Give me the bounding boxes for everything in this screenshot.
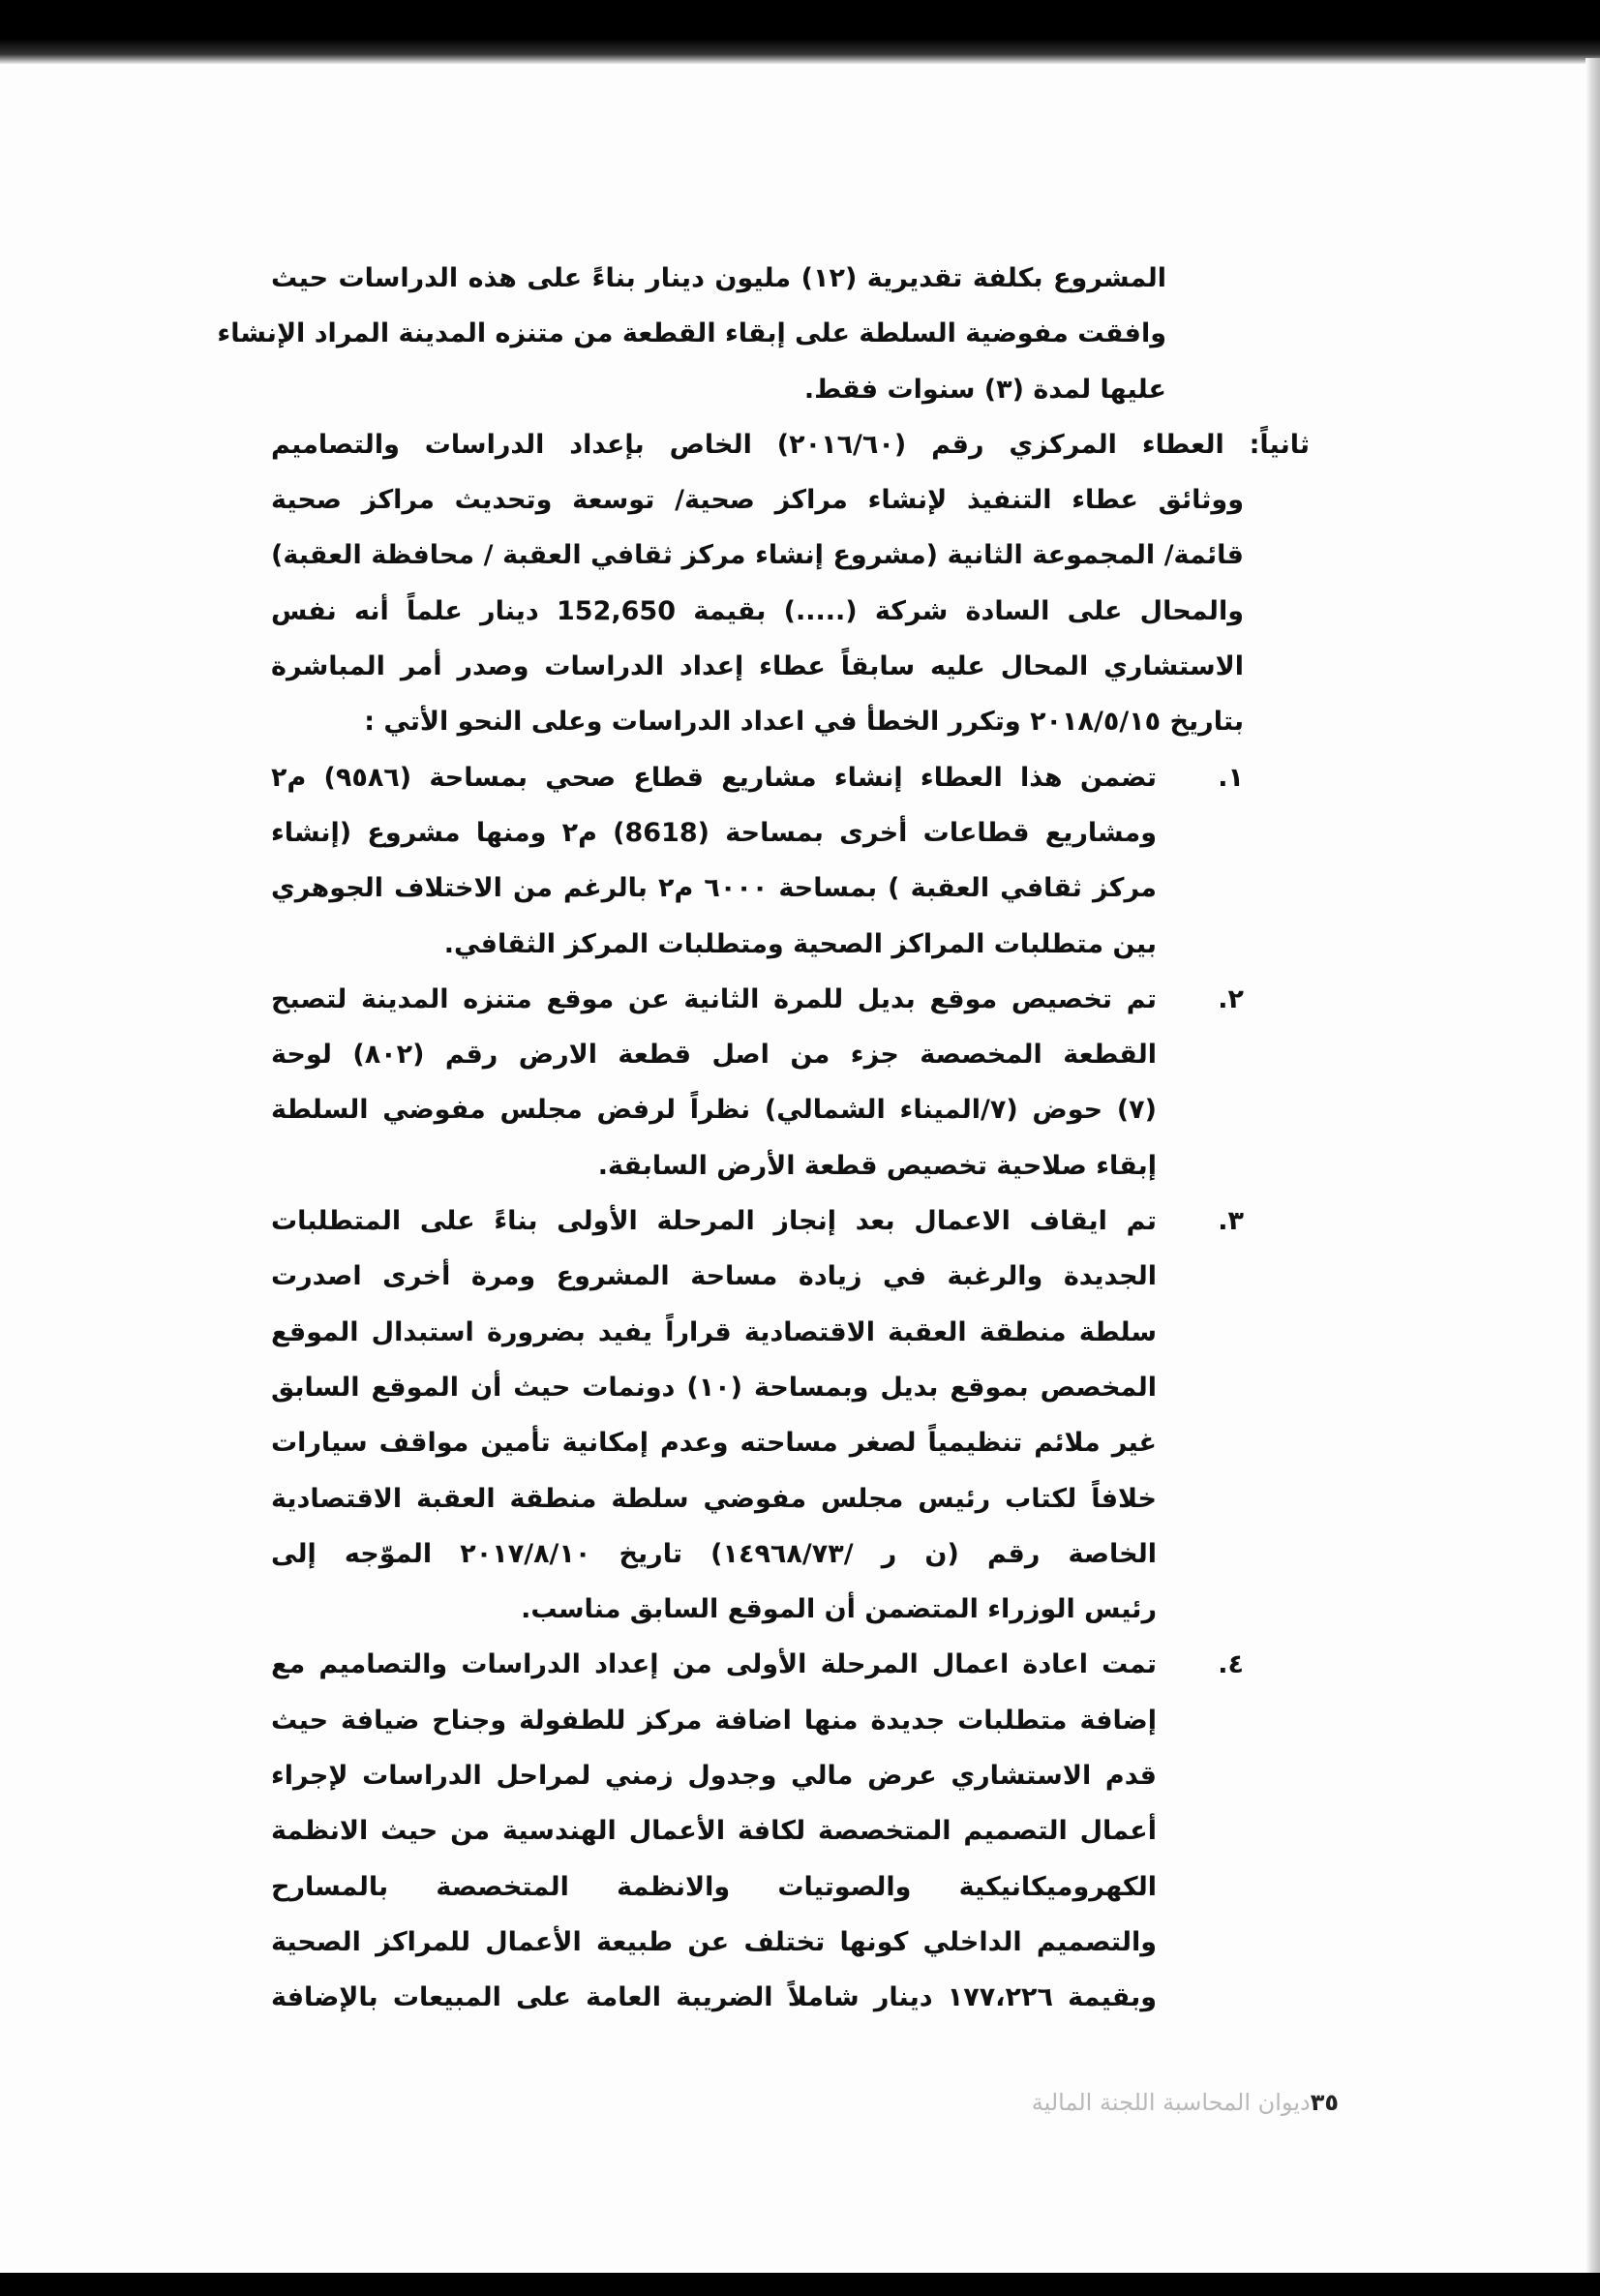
text-line: القطعة المخصصة جزء من اصل قطعة الارض رقم (٨٠٢) لوحة bbox=[271, 1040, 1157, 1071]
list-number: ٣. bbox=[1218, 1206, 1244, 1237]
text-line: (٧) حوض (٧/الميناء الشمالي) نظراً لرفض مجلس مفوضي السلطة bbox=[271, 1095, 1157, 1126]
text-line: عليها لمدة (٣) سنوات فقط. bbox=[803, 374, 1166, 405]
text-line: الاستشاري المحال عليه سابقاً عطاء إعداد الدراسات وصدر أمر المباشرة bbox=[271, 651, 1244, 682]
page-number: ٣٥ bbox=[1310, 2089, 1339, 2116]
text-line: وافقت مفوضية السلطة على إبقاء القطعة من متنزه المدينة المراد الإنشاء bbox=[217, 318, 1166, 349]
text-line: ووثائق عطاء التنفيذ لإنشاء مراكز صحية/ توسعة وتحديث مراكز صحية bbox=[271, 485, 1244, 516]
list-item bbox=[271, 750, 1310, 972]
scan-right-edge bbox=[1585, 58, 1600, 2275]
text-line: قدم الاستشاري عرض مالي وجدول زمني لمراحل الدراسات لإجراء bbox=[271, 1761, 1157, 1792]
text-line bbox=[271, 417, 1310, 472]
paragraph-continuation bbox=[217, 251, 1310, 417]
text-line: إضافة متطلبات جديدة منها اضافة مركز للطفولة وجناح ضيافة حيث bbox=[271, 1705, 1157, 1736]
list-item bbox=[271, 972, 1310, 1193]
footer-organization: ديوان المحاسبة اللجنة المالية bbox=[1031, 2089, 1311, 2116]
text-line: تم تخصيص موقع بديل للمرة الثانية عن موقع متنزه المدينة لتصبح bbox=[271, 983, 1157, 1014]
list-number: ٢. bbox=[1218, 983, 1244, 1014]
text-line: قائمة/ المجموعة الثانية (مشروع إنشاء مركز ثقافي العقبة / محافظة العقبة) bbox=[271, 540, 1244, 571]
document-body bbox=[217, 251, 1310, 2026]
list-item bbox=[271, 1637, 1310, 2025]
text-line: مركز ثقافي العقبة ) بمساحة ٦٠٠٠ م٢ بالرغم من الاختلاف الجوهري bbox=[271, 873, 1157, 904]
text-line: تم ايقاف الاعمال بعد إنجاز المرحلة الأولى بناءً على المتطلبات bbox=[271, 1206, 1157, 1237]
text-line: أعمال التصميم المتخصصة لكافة الأعمال الهندسية من حيث الانظمة bbox=[271, 1816, 1157, 1847]
text-line: المشروع بكلفة تقديرية (١٢) مليون دينار بناءً على هذه الدراسات حيث bbox=[271, 263, 1166, 293]
text-line: الخاصة رقم (ن ر /١٤٩٦٨/٧٣) تاريخ ٢٠١٧/٨/١٠ الموّجه إلى bbox=[271, 1538, 1157, 1569]
text-line: المخصص بموقع بديل وبمساحة (١٠) دونمات حيث أن الموقع السابق bbox=[271, 1372, 1157, 1403]
scan-top-border bbox=[0, 0, 1600, 64]
text-line: ومشاريع قطاعات أخرى بمساحة (8618) م٢ ومنها مشروع (إنشاء bbox=[271, 817, 1158, 848]
text-span: العطاء المركزي رقم (٢٠١٦/٦٠) الخاص بإعداد الدراسات والتصاميم bbox=[271, 429, 1224, 460]
text-line: الكهروميكانيكية والصوتيات والانظمة المتخصصة بالمسارح bbox=[271, 1871, 1157, 1902]
scan-bottom-border bbox=[0, 2273, 1600, 2296]
text-line: غير ملائم تنظيمياً لصغر مساحته وعدم إمكانية تأمين مواقف سيارات bbox=[271, 1428, 1157, 1459]
text-line: وبقيمة ١٧٧،٢٢٦ دينار شاملاً الضريبة العامة على المبيعات بالإضافة bbox=[271, 1982, 1158, 2013]
text-line: بتاريخ ٢٠١٨/٥/١٥ وتكرر الخطأ في اعداد الدراسات وعلى النحو الأتي : bbox=[364, 707, 1244, 738]
text-line: تضمن هذا العطاء إنشاء مشاريع قطاع صحي بمساحة (٩٥٨٦) م٢ bbox=[271, 762, 1157, 793]
text-line: خلافاً لكتاب رئيس مجلس مفوضي سلطة منطقة العقبة الاقتصادية bbox=[271, 1483, 1157, 1514]
text-line: والتصميم الداخلي كونها تختلف عن طبيعة الأعمال للمراكز الصحية bbox=[271, 1926, 1157, 1957]
list-number: ١. bbox=[1218, 762, 1244, 793]
list-item bbox=[271, 1193, 1310, 1637]
text-line: إبقاء صلاحية تخصيص قطعة الأرض السابقة. bbox=[597, 1150, 1157, 1181]
section-label: ثانياً: bbox=[1249, 429, 1310, 460]
text-line: تمت اعادة اعمال المرحلة الأولى من إعداد الدراسات والتصاميم مع bbox=[271, 1649, 1157, 1680]
text-line: بين متطلبات المراكز الصحية ومتطلبات المركز الثقافي. bbox=[443, 928, 1157, 959]
page-footer bbox=[1032, 2089, 1339, 2116]
text-line: سلطة منطقة العقبة الاقتصادية قراراً يفيد بضرورة استبدال الموقع bbox=[271, 1316, 1157, 1347]
text-line: والمحال على السادة شركة (.....) بقيمة 152,650 دينار علماً أنه نفس bbox=[271, 595, 1244, 626]
section-second bbox=[271, 417, 1310, 750]
text-line: رئيس الوزراء المتضمن أن الموقع السابق مناسب. bbox=[521, 1594, 1157, 1625]
list-number: ٤. bbox=[1218, 1649, 1244, 1680]
text-line: الجديدة والرغبة في زيادة مساحة المشروع ومرة أخرى اصدرت bbox=[271, 1261, 1157, 1292]
